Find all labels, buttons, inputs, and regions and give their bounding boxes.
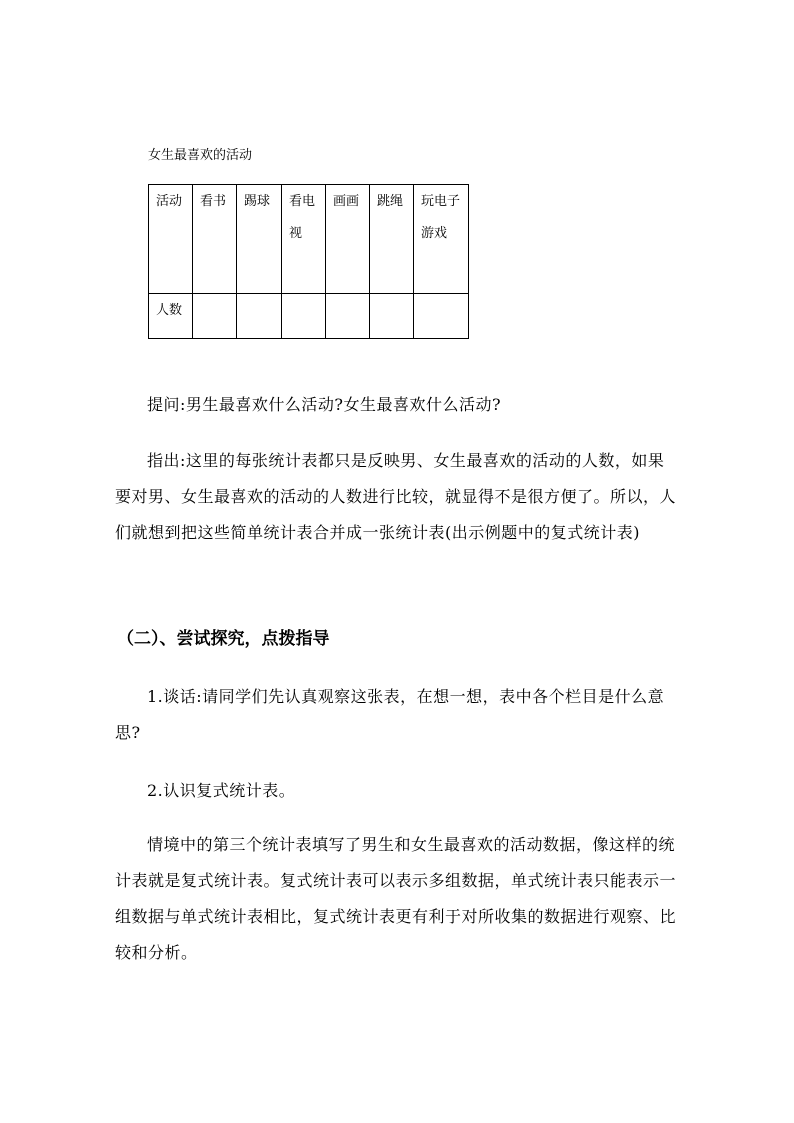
activity-table [148,184,469,339]
table-cell [282,185,326,294]
table-cell [193,294,237,339]
table-caption: 女生最喜欢的活动 [148,148,253,163]
table-cell [326,185,370,294]
table-cell [414,185,469,294]
question-paragraph: 提问:男生最喜欢什么活动?女生最喜欢什么活动? [147,395,502,414]
table-cell [193,185,237,294]
table-cell [237,185,282,294]
table-cell [370,185,414,294]
context-paragraph: 情境中的第三个统计表填写了男生和女生最喜欢的活动数据，像这样的统计表就是复式统计表。复式统计表可以表示多组数据，单式统计表只能表示一组数据与单式统计表相比，复式统计表更有利于对所收集的数据进行观察、比较和分析。 [115,835,677,962]
item-1-paragraph: 1.谈话:请同学们先认真观察这张表，在想一想，表中各个栏目是什么意思? [115,687,665,742]
section-heading: （二）、尝试探究，点拨指导 [117,629,330,649]
cell-text: 看电视 [289,194,316,241]
table-header-row [149,185,469,294]
cell-text: 玩电子游戏 [421,194,461,241]
cell-text: 跳绳 [377,194,404,209]
table-cell [149,185,193,294]
table-cell [282,294,326,339]
cell-text: 画画 [333,194,360,209]
table-cell [149,294,193,339]
point-out-paragraph: 指出:这里的每张统计表都只是反映男、女生最喜欢的活动的人数，如果要对男、女生最喜欢的活动的人数进行比较，就显得不是很方便了。所以，人们就想到把这些简单统计表合并成一张统计表(出示例题中的复式统计表) [115,451,677,542]
table-cell [414,294,469,339]
table-count-row [149,294,469,339]
table-cell [370,294,414,339]
cell-text: 活动 [156,194,183,209]
item-2-paragraph: 2.认识复式统计表。 [147,781,296,800]
cell-text: 看书 [200,194,227,209]
cell-text: 人数 [156,303,183,318]
table-cell [326,294,370,339]
table-cell [237,294,282,339]
cell-text: 踢球 [244,194,271,209]
